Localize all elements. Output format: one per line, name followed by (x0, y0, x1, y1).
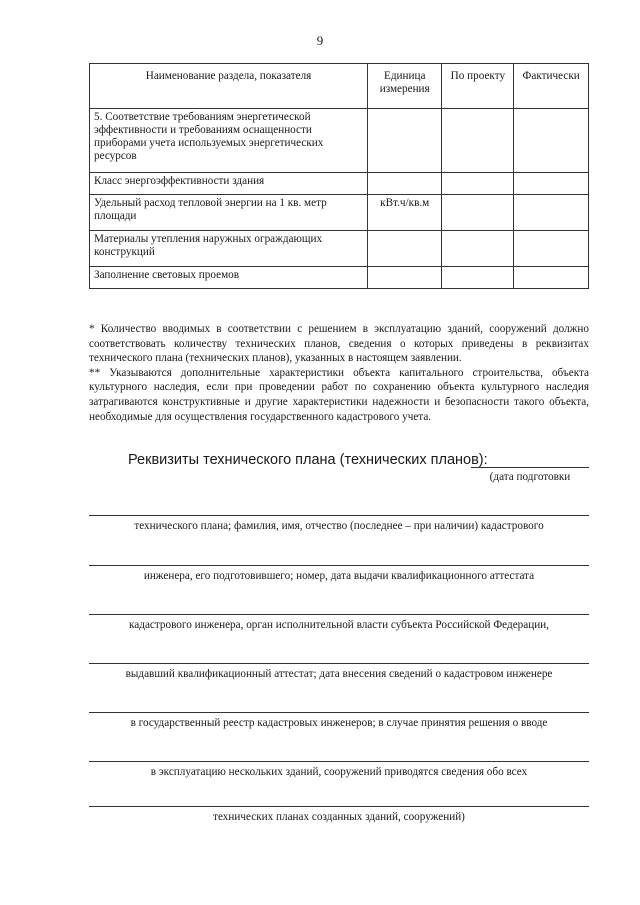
footnote-2: ** Указываются дополнительные характеристики объекта капитального строительства, объекта культурного наследия, если при проведении работ по сохранению объекта культурного наследия затрагиваются конструктивные и другие характеристики надежности и безопасности такого объекта, необходимые для осуществления государственного кадастрового учета. (89, 366, 589, 423)
row-actual[interactable] (514, 195, 589, 231)
table-row (90, 109, 589, 173)
row-name: 5. Соответствие требованиям энергетической эффективности и требованиям оснащенности приборами учета используемых энергетических ресурсов (90, 109, 368, 173)
requisites-caption: в государственный реестр кадастровых инженеров; в случае принятия решения о вводе (130, 717, 548, 729)
row-unit[interactable] (368, 267, 442, 289)
row-project[interactable] (442, 109, 514, 173)
fill-line[interactable] (89, 565, 589, 566)
requisites-caption: (дата подготовки (489, 471, 571, 483)
indicators-table (89, 63, 589, 289)
row-actual[interactable] (514, 231, 589, 267)
table-row (90, 267, 589, 289)
fill-line[interactable] (89, 712, 589, 713)
requisites-title: Реквизиты технического плана (технических планов): (128, 452, 488, 468)
requisites-caption: технических планах созданных зданий, сооружений) (213, 811, 465, 823)
fill-line[interactable] (89, 761, 589, 762)
table-row (90, 173, 589, 195)
page-number: 9 (316, 33, 324, 48)
header-name: Наименование раздела, показателя (90, 64, 368, 109)
row-project[interactable] (442, 173, 514, 195)
fill-line[interactable] (89, 806, 589, 807)
table-row (90, 231, 589, 267)
row-actual[interactable] (514, 173, 589, 195)
footnote-1: * Количество вводимых в соответствии с решением в эксплуатацию зданий, сооружений должно соответствовать количеству технических планов, сведения о которых приведены в реквизитах технического плана (технических планов), указанных в настоящем заявлении. (89, 323, 589, 365)
fill-line[interactable] (89, 515, 589, 516)
row-name: Заполнение световых проемов (90, 267, 368, 289)
row-name: Удельный расход тепловой энергии на 1 кв. метр площади (90, 195, 368, 231)
header-unit: Единица измерения (368, 64, 442, 109)
row-project[interactable] (442, 267, 514, 289)
row-project[interactable] (442, 231, 514, 267)
row-actual[interactable] (514, 109, 589, 173)
row-unit[interactable] (368, 109, 442, 173)
requisites-caption: выдавший квалификационный аттестат; дата внесения сведений о кадастровом инженере (125, 668, 553, 680)
requisites-caption: кадастрового инженера, орган исполнительной власти субъекта Российской Федерации, (129, 619, 549, 631)
row-name: Материалы утепления наружных ограждающих конструкций (90, 231, 368, 267)
row-unit[interactable] (368, 173, 442, 195)
requisites-fill-line[interactable] (471, 467, 589, 468)
requisites-caption: технического плана; фамилия, имя, отчество (последнее – при наличии) кадастрового (134, 520, 544, 532)
table-header-row (90, 64, 589, 109)
row-actual[interactable] (514, 267, 589, 289)
row-unit[interactable] (368, 231, 442, 267)
table-row (90, 195, 589, 231)
requisites-caption: инженера, его подготовившего; номер, дата выдачи квалификационного аттестата (143, 570, 535, 582)
requisites-caption: в эксплуатацию нескольких зданий, сооружений приводятся сведения обо всех (150, 766, 528, 778)
fill-line[interactable] (89, 663, 589, 664)
header-actual: Фактически (514, 64, 589, 109)
row-project[interactable] (442, 195, 514, 231)
row-name: Класс энергоэффективности здания (90, 173, 368, 195)
row-unit[interactable]: кВт.ч/кв.м (368, 195, 442, 231)
footnotes (89, 322, 589, 424)
header-project: По проекту (442, 64, 514, 109)
fill-line[interactable] (89, 614, 589, 615)
